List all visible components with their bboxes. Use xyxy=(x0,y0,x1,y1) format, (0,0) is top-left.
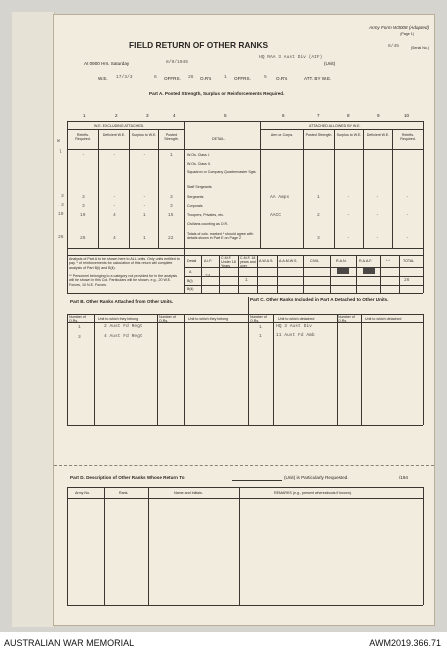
header-arm-or-corps: Arm or Corps. xyxy=(270,133,294,137)
part-d-title: Part D. Description of Other Ranks Whose Return To xyxy=(70,475,185,480)
col-number-7: 7 xyxy=(317,113,320,118)
header-att-surplus: Surplus to W.E. xyxy=(336,133,362,137)
group-right-header: ATTACHED ALLOWED BY W.E. xyxy=(309,124,361,128)
serial-label: (Serial No.) xyxy=(410,46,429,50)
col-number-6: 6 xyxy=(282,113,285,118)
folded-paper-edge xyxy=(12,12,55,627)
redaction-mark xyxy=(363,268,375,274)
analysis-row-bii: B(ii) xyxy=(187,287,194,291)
analysis-header-awas: A.W.A.S. xyxy=(259,259,274,263)
analysis-row-bi: B(i) xyxy=(187,279,193,283)
detail-wo-class-1: W.Os. Class I. xyxy=(187,153,210,157)
offrs-label: OFFRS. xyxy=(164,76,181,81)
col-number-1: 1 xyxy=(83,113,86,118)
margin-mark: 3 xyxy=(61,194,64,199)
part-c-header-number-2: Number of O.Rs. xyxy=(338,315,355,323)
detail-corporals: Corporals xyxy=(187,204,203,208)
perforation-line xyxy=(54,465,434,466)
analysis-header-aamws: A.A.M.W.S. xyxy=(279,259,298,263)
analysis-header-total: TOTAL xyxy=(403,259,415,263)
header-posted-strength: Posted Strength. xyxy=(164,133,179,141)
offrs2-value: 1 xyxy=(224,75,227,80)
header-att-posted-strength: Posted Strength. xyxy=(305,133,333,137)
header-att-reinfts: Reinfts. Required. xyxy=(400,133,416,141)
header-reinfts-required: Reinfts. Required. xyxy=(75,133,91,141)
form-page: Army Form W3008 (Adapted) (Page 1) (Serial No.) 8/45 FIELD RETURN OF OTHER RANKS At 0900 Hrs. Saturday 8/9/1945 HQ RAA 3 Aust Div (AIF) (Unit) W.E. 17/3/3 6 OFFRS. 26 O.R's 1 OFFRS. 5 O.R's ATT. BY W.E. Part A. Posted Strength, Surplus or Reinforcements Required. 1 2 3 4 5 6 7 8 9 10 W.E. EXCLUDING ATTACHED. ATTACHED ALLOWED BY W.E. Reinfts. Required. Deficient W.E. Surplus to W.E. Posted Strength. DETAIL. Arm or Corps. Posted Strength. Surplus to W.E. Deficient W.E. Reinfts. Required. W.Os. Class I. W.Os. Class II. Squadron or Company Quartermaster Sgts. Staff Sergeants Sergeants Corporals Troopers, Privates, etc. Civilians counting as O.R. Totals of cols. marked * should agree with details shown in Part E on Page 2 - - - 1 3 - - 3 AA Amps 1 - - - 3 - - 3 19 4 1 15 AACC 2 - - - 26 4 1 22 3 - - - Analysis of Part A to be shown here to ALL units. Only units entitled to pay. * of reinforcements for calculation of this return will complete analysis of Part B(i) and B(ii). ** Personnel belonging to a category not provided for in the analysis will be shown in this Col. Particulars will be shown, e.g., 20 W.E. Forces, 10 N.E. Forces. Detail A.I.F. C.M.F. Under 18 Years C.M.F. 18 years and over A.W.A.S. A.A.M.W.S. CIVIL R.A.N. R.A.A.F. * * TOTAL A B(i) B(ii) 24 1 26 Part B. Other Ranks Attached from Other Units. Part C. Other Ranks Included in Part A Detached to Other Units. Number of O.Rs. Unit to which they belong Number of O.Rs. Unit to which they belong Number of O.Rs. Unit to which detached Number of O.Rs. Unit to which detached 1 2 Aust Fd Regt 3 4 Aust Fd Regt 1 HQ 3 Aust Div 1 11 Aust Fd Amb Part D. Description of Other Ranks Whose Return To (Unit) is Particularly Requested. /194 Army No. Rank. Name and Initials. REMARKS (e.g., present whereabouts if known). xyxy=(53,14,435,626)
date-value: 8/9/1945 xyxy=(166,60,189,65)
col-number-8: 8 xyxy=(347,113,350,118)
analysis-note-2: ** Personnel belonging to a category not provided for in the analysis will be shown in this Col. Particulars will be shown, e.g., 20 W.E. Forces, 10 N.E. Forces. xyxy=(69,274,178,287)
page-label: (Page 1) xyxy=(400,32,414,36)
margin-mark: W xyxy=(57,139,60,144)
army-form-label: Army Form W3008 (Adapted) xyxy=(369,25,429,30)
analysis-cmf-value: 1 xyxy=(245,278,248,283)
unit-value: HQ RAA 3 Aust Div (AIF) xyxy=(259,55,323,60)
header-deficient-we: Deficient W.E. xyxy=(102,133,126,137)
analysis-header-cmf-18-over: C.M.F. 18 years and over xyxy=(240,256,256,268)
part-b-header-unit-2: Unit to which they belong xyxy=(188,317,229,321)
detail-wo-class-2: W.Os. Class II. xyxy=(187,162,211,166)
analysis-header-raaf: R.A.A.F. xyxy=(359,259,373,263)
col-number-2: 2 xyxy=(115,113,118,118)
unit-label: (Unit) xyxy=(324,61,336,66)
group-left-header: W.E. EXCLUDING ATTACHED. xyxy=(94,124,145,128)
ors-label: O.R's xyxy=(200,76,212,81)
analysis-note: Analysis of Part A to be shown here to ALL units. Only units entitled to pay. * of reinforcements for calculation of this return will complete analysis of Part B(i) and B(ii). xyxy=(69,257,180,270)
col-number-9: 9 xyxy=(377,113,380,118)
part-d-date: /194 xyxy=(399,475,408,480)
ors2-label: O.R's xyxy=(276,76,288,81)
part-c-header-number: Number of O.Rs. xyxy=(250,315,267,323)
part-b-header-unit: Unit to which they belong xyxy=(98,317,139,321)
part-a-title: Part A. Posted Strength, Surplus or Reinforcements Required. xyxy=(149,91,285,96)
analysis-header-ran: R.A.N. xyxy=(336,259,347,263)
col-number-10: 10 xyxy=(404,113,410,118)
analysis-header-aif: A.I.F. xyxy=(204,259,213,263)
detail-sergeants: Sergeants xyxy=(187,195,204,199)
analysis-total-value: 26 xyxy=(404,278,410,283)
col-number-5: 5 xyxy=(224,113,227,118)
serial-value: 8/45 xyxy=(387,44,399,49)
analysis-aif-value: 24 xyxy=(205,274,211,279)
att-label: ATT. BY W.E. xyxy=(304,76,332,81)
col-number-4: 4 xyxy=(173,113,176,118)
footer-accession-number: AWM2019.366.71 xyxy=(369,638,441,648)
margin-mark: l xyxy=(59,150,62,155)
part-b-header-number-2: Number of O.Rs. xyxy=(159,315,176,323)
part-d-header-name: Name and Initials. xyxy=(174,491,203,495)
redaction-mark xyxy=(337,268,349,274)
ors2-value: 5 xyxy=(264,75,267,80)
detail-totals: Totals of cols. marked * should agree with details shown in Part E on Page 2 xyxy=(187,232,254,240)
part-c-header-unit: Unit to which detached xyxy=(278,317,315,321)
ors-value: 26 xyxy=(188,75,194,80)
detail-staff-sergeants: Staff Sergeants xyxy=(187,185,212,189)
part-d-header-remarks: REMARKS (e.g., present whereabouts if known). xyxy=(274,491,352,495)
detail-troopers: Troopers, Privates, etc. xyxy=(187,213,225,217)
part-c-title: Part C. Other Ranks Included in Part A Detached to Other Units. xyxy=(250,297,389,302)
header-detail: DETAIL. xyxy=(212,137,226,141)
detail-civilians: Civilians counting as O.R. xyxy=(187,222,229,226)
part-c-header-unit-2: Unit to which detached xyxy=(365,317,402,321)
at-label: At 0900 Hrs. Saturday xyxy=(84,61,130,66)
part-d-header-army-no: Army No. xyxy=(75,491,90,495)
part-d-title-tail: (Unit) is Particularly Requested. xyxy=(284,475,349,480)
analysis-header-other: * * xyxy=(386,259,390,263)
analysis-header-cmf-under-18: C.M.F. Under 18 Years xyxy=(221,256,236,268)
we-label: W.E. xyxy=(98,76,108,81)
analysis-row-a: A xyxy=(189,270,192,274)
margin-mark: 3 xyxy=(61,203,64,208)
form-title: FIELD RETURN OF OTHER RANKS xyxy=(129,40,269,50)
analysis-header-civil: CIVIL xyxy=(310,259,319,263)
header-surplus-we: Surplus to W.E. xyxy=(131,133,157,137)
part-d-unit-blank xyxy=(232,475,282,481)
header-att-deficient: Deficient W.E. xyxy=(366,133,390,137)
offrs2-label: OFFRS. xyxy=(234,76,251,81)
part-b-header-number: Number of O.Rs. xyxy=(69,315,86,323)
margin-mark: 26 xyxy=(58,235,64,240)
we-value: 17/3/3 xyxy=(116,75,133,80)
col-number-3: 3 xyxy=(146,113,149,118)
offrs-value: 6 xyxy=(154,75,157,80)
footer-institution: AUSTRALIAN WAR MEMORIAL xyxy=(4,638,135,648)
detail-cqms: Squadron or Company Quartermaster Sgts. xyxy=(187,170,257,174)
part-b-title: Part B. Other Ranks Attached from Other Units. xyxy=(70,299,174,304)
analysis-header-detail: Detail xyxy=(187,259,197,263)
margin-mark: 19 xyxy=(58,212,64,217)
part-d-header-rank: Rank. xyxy=(119,491,129,495)
